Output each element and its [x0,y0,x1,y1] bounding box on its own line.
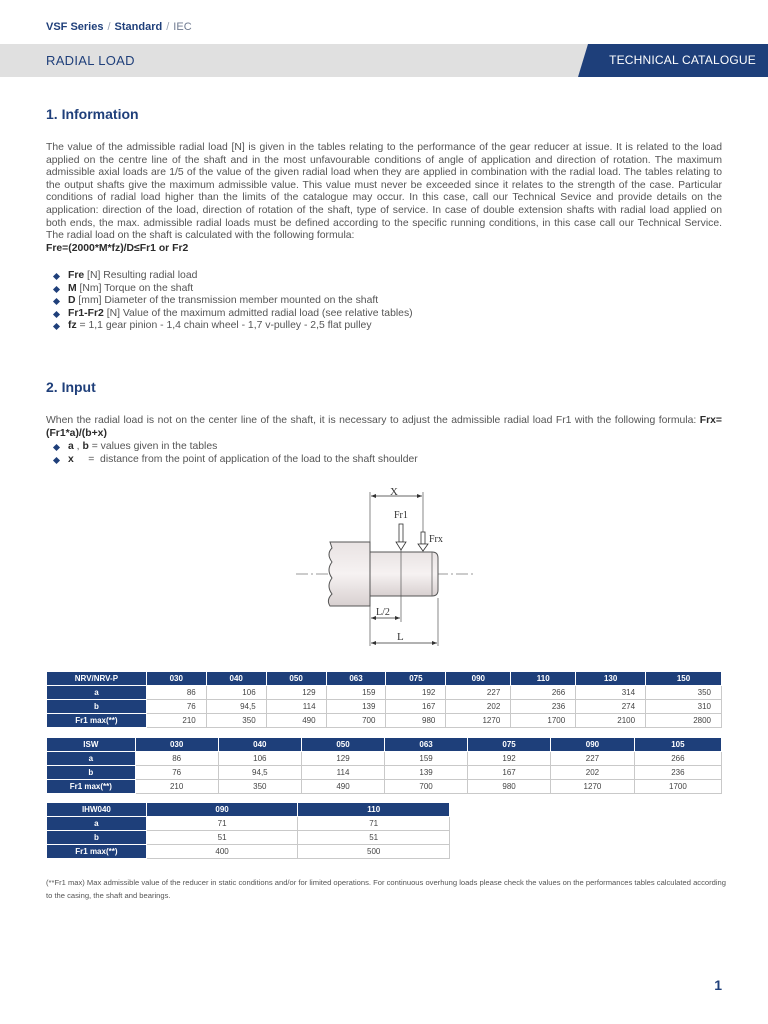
table-ihw [46,802,450,859]
table-row [47,766,722,780]
term: a [68,441,74,452]
table-cell: 1270 [446,714,511,728]
definition: = distance from the point of application of the load to the shaft shoulder [73,453,418,465]
term: fz [68,320,77,332]
definition: [N] Value of the maximum admitted radial load (see relative tables) [103,307,413,319]
table-cell: 94,5 [218,766,301,780]
term: x [68,453,74,465]
table-row [47,780,722,794]
row-header-cell: a [47,752,136,766]
list-item [52,308,413,321]
diamond-bullet-icon [53,311,60,318]
header-cell: 040 [218,738,301,752]
header-cell: 150 [646,672,722,686]
header-cell: 130 [576,672,646,686]
row-header-cell: Fr1 max(**) [47,780,136,794]
input-text: When the radial load is not on the center line of the shaft, it is necessary to adjust the admissible radial load Fr1 with the following formula: [46,415,700,426]
diamond-bullet-icon [53,323,60,330]
header-cell: 063 [385,738,468,752]
table-cell: 227 [446,686,511,700]
breadcrumb-separator: / [107,21,111,33]
table-header-row [47,672,722,686]
header-cell: 040 [206,672,266,686]
table-cell: 192 [468,752,551,766]
information-paragraph [46,142,722,255]
table-cell: 210 [135,780,218,794]
header-cell: 050 [266,672,326,686]
breadcrumb-iec[interactable]: IEC [173,21,192,33]
table-cell: 400 [146,845,298,859]
arrow-left-icon [371,494,376,498]
table-cell: 236 [634,766,721,780]
table-cell: 210 [146,714,206,728]
label-frx: Frx [429,534,443,545]
table-cell: 314 [576,686,646,700]
table-cell: 310 [646,700,722,714]
table-cell: 490 [266,714,326,728]
list-item [52,454,418,467]
table-cell: 86 [146,686,206,700]
page-number: 1 [714,977,722,993]
table-row [47,831,450,845]
table-cell: 114 [302,766,385,780]
term: b [82,441,89,452]
input-paragraph [46,415,722,440]
header-cell: 110 [298,803,450,817]
table-cell: 167 [468,766,551,780]
header-cell: 030 [146,672,206,686]
page-title: RADIAL LOAD [46,53,135,68]
table-row [47,817,450,831]
definition: [Nm] Torque on the shaft [76,282,194,294]
table-cell: 266 [511,686,576,700]
formula-frx: Frx=(Fr1*a)/(b+x) [46,415,722,439]
label-x: X [390,486,398,498]
table-header-row [47,738,722,752]
table-cell: 227 [551,752,635,766]
table-row [47,752,722,766]
table-nrv [46,671,722,728]
arrow-right-icon [417,494,422,498]
shaft-load-diagram [290,482,480,652]
label-fr1: Fr1 [394,510,408,521]
header-cell: 110 [511,672,576,686]
row-header-cell: a [47,817,147,831]
table-cell: 114 [266,700,326,714]
table-row [47,700,722,714]
table-cell: 490 [302,780,385,794]
table-cell: 139 [385,766,468,780]
header-cell: 090 [146,803,298,817]
row-header-cell: a [47,686,147,700]
table-cell: 266 [634,752,721,766]
table-cell: 980 [386,714,446,728]
definition: = values given in the tables [88,441,218,452]
label-l2: L/2 [376,607,390,618]
table-cell: 500 [298,845,450,859]
information-text: The value of the admissible radial load [N] is given in the tables relating to the performance of the gear reducer at issue. It is related to the load applied on the centre line of the shaft and in the most unfavourable conditions of angle of application and direction of rotation. The maximum admissible axial loads are 1/5 of the value of the given radial load when they are applied in combination with the radial load. The tables relating to the output shafts give the maximum admissible value. This value must never be exceeded since it relates to the strength of the case. Particular conditions of radial load higher than the limits of the catalogue may occur. In this case, call our Technical Sevice and provide details on the application: direction of the load, direction of rotation of the shaft, type of service. In case of double extension shafts with radial load applied on both ends, the max. admissible radial loads must be defined according to the specific running conditions, in this case call our Technical Service. The radial load on the shaft is calculated with the following formula: [46,142,722,242]
table-cell: 159 [385,752,468,766]
section-heading-input: 2. Input [46,379,96,395]
term: Fr1-Fr2 [68,307,104,319]
table-cell: 192 [386,686,446,700]
table-cell: 2100 [576,714,646,728]
table-cell: 202 [446,700,511,714]
table-cell: 139 [326,700,386,714]
input-bullets [52,441,418,466]
information-bullets [52,270,413,333]
footnote: (**Fr1 max) Max admissible value of the reducer in static conditions and/or for limited operations. For continuous overhung loads please check the values on the performances tables calculated according to the casing, the shaft and bearings. [46,878,727,900]
arrow-left-icon [371,641,376,645]
table-cell: 700 [326,714,386,728]
header-cell: 105 [634,738,721,752]
header-cell: 050 [302,738,385,752]
definition: [N] Resulting radial load [84,270,198,281]
list-item [52,283,413,296]
table-cell: 51 [298,831,450,845]
shaft-shape [370,552,438,596]
header-cell: 075 [386,672,446,686]
header-cell: 030 [135,738,218,752]
row-header-cell: Fr1 max(**) [47,714,147,728]
arrow-right-icon [432,641,437,645]
table-cell: 350 [206,714,266,728]
table-cell: 350 [218,780,301,794]
header-cell: 075 [468,738,551,752]
table-row [47,686,722,700]
table-row [47,845,450,859]
table-isw [46,737,722,794]
list-item [52,295,413,308]
header-cell: 063 [326,672,386,686]
table-cell: 1700 [634,780,721,794]
diamond-bullet-icon [53,286,60,293]
table-cell: 106 [218,752,301,766]
frx-arrow-shaft [421,532,425,544]
table-cell: 129 [266,686,326,700]
table-header-row [47,803,450,817]
list-item [52,320,413,333]
catalogue-label: TECHNICAL CATALOGUE [609,53,756,67]
breadcrumb [46,21,192,33]
diamond-bullet-icon [53,298,60,305]
table-cell: 71 [298,817,450,831]
table-cell: 76 [135,766,218,780]
table-row [47,714,722,728]
header-cell: IHW040 [47,803,147,817]
row-header-cell: Fr1 max(**) [47,845,147,859]
diamond-bullet-icon [53,444,60,451]
table-cell: 980 [468,780,551,794]
section-heading-information: 1. Information [46,106,139,122]
header-cell: ISW [47,738,136,752]
table-cell: 86 [135,752,218,766]
diamond-bullet-icon [53,457,60,464]
table-cell: 1700 [511,714,576,728]
separator: , [73,441,83,452]
table-cell: 274 [576,700,646,714]
table-cell: 202 [551,766,635,780]
table-cell: 51 [146,831,298,845]
table-cell: 700 [385,780,468,794]
frx-arrow-head-icon [418,544,428,551]
header-cell: NRV/NRV-P [47,672,147,686]
list-item [52,270,413,283]
row-header-cell: b [47,831,147,845]
arrow-right-icon [395,616,400,620]
definition: [mm] Diameter of the transmission member mounted on the shaft [75,295,379,307]
table-cell: 2800 [646,714,722,728]
table-cell: 167 [386,700,446,714]
formula-fre: Fre=(2000*M*fz)/D≤Fr1 or Fr2 [46,242,189,254]
table-cell: 1270 [551,780,635,794]
table-cell: 76 [146,700,206,714]
header-cell: 090 [551,738,635,752]
term: M [68,282,77,294]
breadcrumb-standard[interactable]: Standard [114,21,163,33]
fr1-arrow-head-icon [396,542,406,550]
table-cell: 94,5 [206,700,266,714]
table-cell: 129 [302,752,385,766]
term: Fre [68,270,85,281]
catalogue-tag [578,44,768,77]
housing-shape [328,542,370,606]
table-cell: 350 [646,686,722,700]
label-l: L [397,631,404,643]
table-cell: 71 [146,817,298,831]
definition: = 1,1 gear pinion - 1,4 chain wheel - 1,7 v-pulley - 2,5 flat pulley [76,320,372,332]
term: D [68,295,76,307]
breadcrumb-series[interactable]: VSF Series [46,21,104,33]
row-header-cell: b [47,766,136,780]
table-cell: 159 [326,686,386,700]
row-header-cell: b [47,700,147,714]
table-cell: 236 [511,700,576,714]
table-cell: 106 [206,686,266,700]
list-item [52,441,418,454]
header-cell: 090 [446,672,511,686]
breadcrumb-separator: / [166,21,170,33]
diamond-bullet-icon [53,273,60,280]
fr1-arrow-shaft [399,524,403,542]
